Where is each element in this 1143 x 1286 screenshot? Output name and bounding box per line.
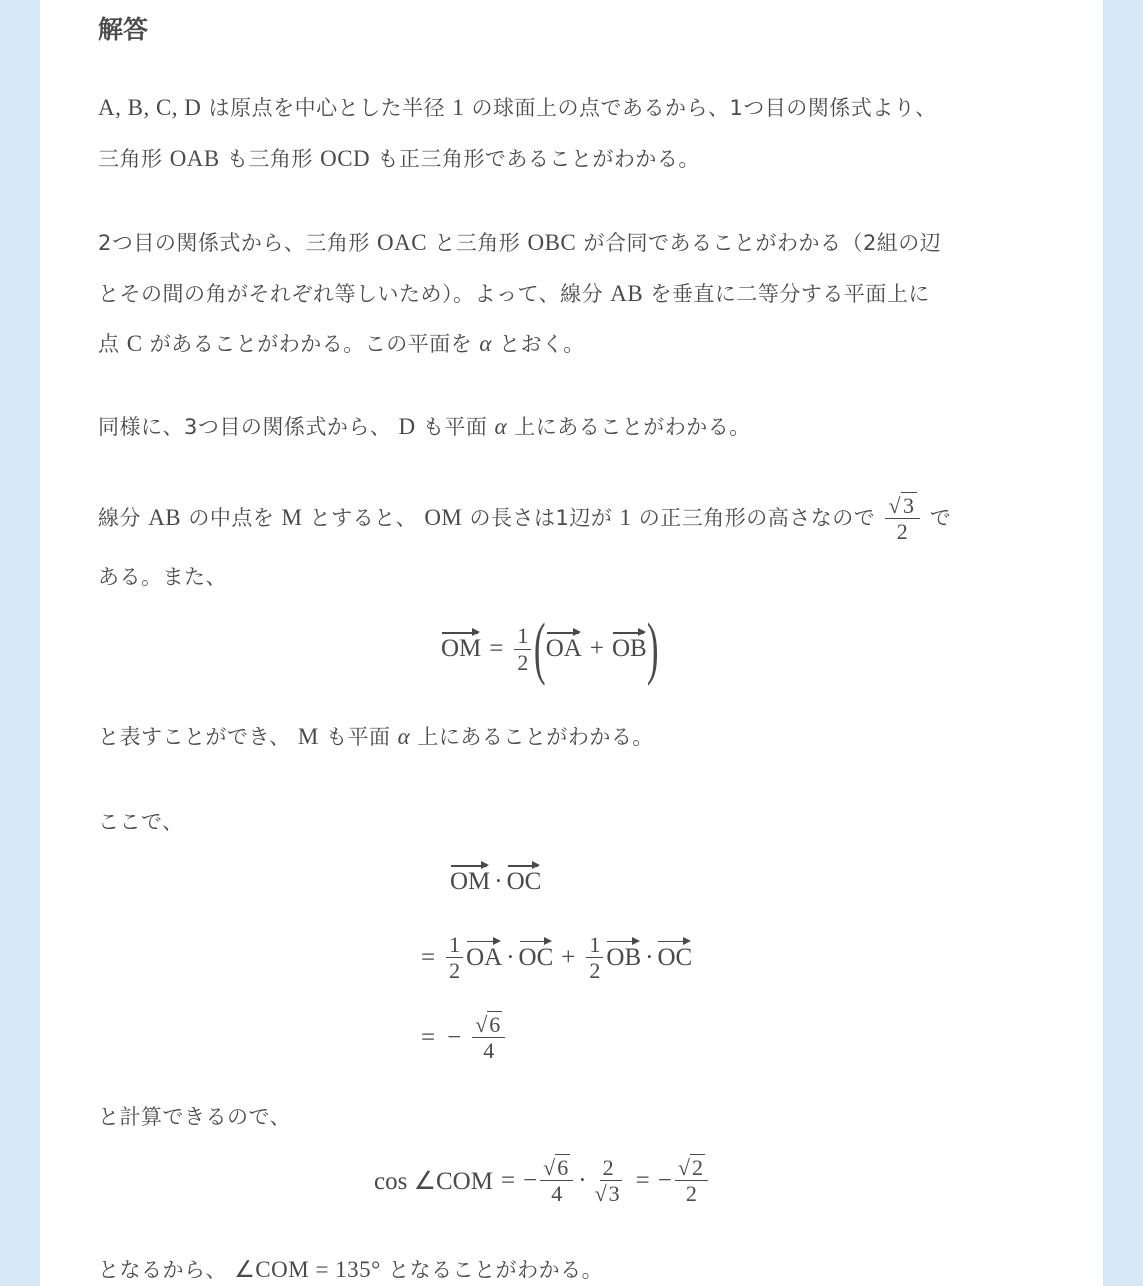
paragraph-4-line-1: 線分 AB の中点を M とすると、 OM の長さは1辺が 1 の正三角形の高さなので $\frac{√3}{2}$ で bbox=[98, 493, 952, 545]
paragraph-2-line-1: 2つ目の関係式から、三角形 OAC と三角形 OBC が合同であることがわかる（2組の辺 bbox=[98, 230, 942, 255]
paragraph-1-line-1: A, B, C, D は原点を中心とした半径 1 の球面上の点であるから、1つ目の関係式より、 bbox=[98, 95, 937, 120]
paragraph-7: と計算できるので、 bbox=[98, 1105, 292, 1129]
paragraph-4-line-2: ある。また、 bbox=[98, 565, 227, 589]
paragraph-8: となるから、 ∠COM = 135° となることがわかる。 bbox=[98, 1257, 604, 1282]
equation-om: OM = $\frac{1}{2}$ ( OA + OB ) bbox=[441, 610, 659, 687]
points: A, B, C, D bbox=[98, 95, 202, 120]
equation-dot-line-3: = − $\frac{√6}{4}$ bbox=[421, 1012, 508, 1064]
equation-dot-line-1: OM · OC bbox=[450, 868, 542, 895]
equation-dot-line-2: = $\frac{1}{2}$ OA · OC + $\frac{1}{2}$ OB · OC bbox=[421, 932, 693, 984]
solution-page bbox=[40, 0, 1103, 1286]
paragraph-5: と表すことができ、 M も平面 α 上にあることがわかる。 bbox=[98, 724, 654, 749]
paragraph-2-line-2: とその間の角がそれぞれ等しいため）。よって、線分 AB を垂直に二等分する平面上に bbox=[98, 281, 930, 306]
paragraph-6: ここで、 bbox=[98, 810, 184, 834]
equation-cos: cos ∠COM = − $\frac{√6}{4}$ · $\frac{2}{√3}$ = − $\frac{√2}{2}$ bbox=[374, 1155, 711, 1207]
paragraph-1-line-2: 三角形 OAB も三角形 OCD も正三角形であることがわかる。 bbox=[98, 146, 700, 171]
paragraph-2-line-3: 点 C があることがわかる。この平面を α とおく。 bbox=[98, 331, 585, 356]
sqrt3-over-2: $\frac{√3}{2}$ bbox=[885, 493, 919, 545]
paragraph-3: 同様に、3つ目の関係式から、 D も平面 α 上にあることがわかる。 bbox=[98, 414, 751, 439]
page-title: 解答 bbox=[98, 15, 149, 44]
